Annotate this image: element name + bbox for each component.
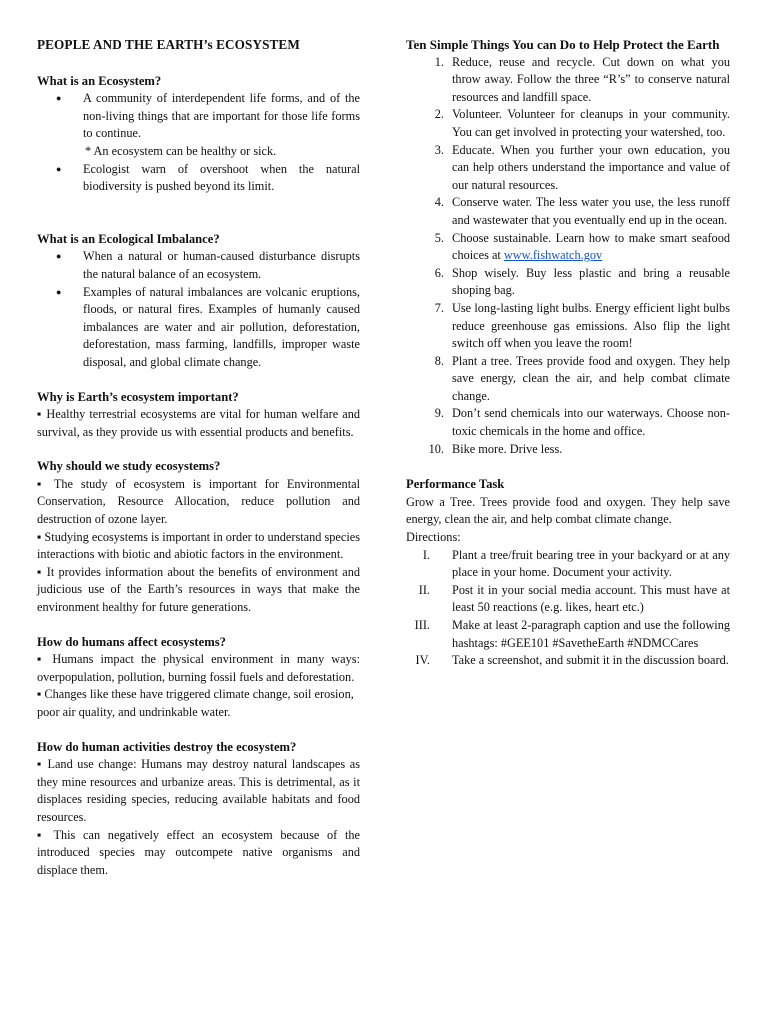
section-heading-imbalance: What is an Ecological Imbalance? [37,231,220,246]
list-item: 1. Reduce, reuse and recycle. Cut down on what you throw away. Follow the three “R’s” to conserve natural resources and landfill space. [434,54,730,104]
performance-task-intro: Grow a Tree. Trees provide food and oxygen. They help save energy, clean the air, and help combat climate change. [406,494,730,527]
bullet-item: ● A community of interdependent life forms, and of the non-living things that are important for those life forms to continue. [37,90,360,143]
paragraph: ▪ It provides information about the benefits of environment and judicious use of the Earth’s resources in ways that make the environment healthy for future generations. [37,564,360,615]
section-heading-humans-affect: How do humans affect ecosystems? [37,634,226,649]
section-heading-importance: Why is Earth’s ecosystem important? [37,389,239,404]
section-heading-study: Why should we study ecosystems? [37,459,221,474]
paragraph: ▪ The study of ecosystem is important for Environmental Conservation, Resource Allocation, reduce pollution and destruction of ozone layer. [37,476,360,527]
fishwatch-link[interactable]: www.fishwatch.gov [503,248,603,263]
section-heading-humans-destroy: How do human activities destroy the ecosystem? [37,739,297,754]
list-item: IV. Take a screenshot, and submit it in the discussion board. [415,653,729,668]
paragraph: ▪ Humans impact the physical environment in many ways: overpopulation, pollution, burning fossil fuels and deforestation. [37,652,360,684]
performance-task-heading: Performance Task [406,477,505,492]
list-item: 9. Don’t send chemicals into our waterways. Choose non-toxic chemicals in the home and office. [434,406,730,439]
document-title: PEOPLE AND THE EARTH’s ECOSYSTEM [37,37,300,52]
paragraph: ▪ Studying ecosystems is important in order to understand species interactions with biotic and abiotic factors in the environment. [37,529,361,562]
paragraph: ▪ Healthy terrestrial ecosystems are vital for human welfare and survival, as they provide us with essential products and benefits. [37,407,360,439]
paragraph: ▪ This can negatively effect an ecosystem because of the introduced species may outcompete native organisms and displace them. [37,827,360,877]
paragraph: ▪ Land use change: Humans may destroy natural landscapes as they mine resources and urbanize areas. This is detrimental, as it displaces residing species, reducing available habitats and food resources. [37,757,360,824]
right-column [406,36,730,670]
list-item: 4. Conserve water. The less water you use, the less runoff and wastewater that you eventually end up in the ocean. [434,195,730,227]
ten-things-title: Ten Simple Things You can Do to Help Protect the Earth [406,37,720,52]
bullet-item: ● Ecologist warn of overshoot when the natural biodiversity is pushed beyond its limit. [37,161,360,196]
list-item: 5. Choose sustainable. Learn how to make smart seafood choices at www.fishwatch.gov [434,230,730,263]
bullet-item: ● When a natural or human-caused disturbance disrupts the natural balance of an ecosystem. [37,248,360,283]
directions-list [406,547,730,670]
list-item: 8. Plant a tree. Trees provide food and oxygen. They help save energy, clean the air, and help combat climate change. [434,353,730,403]
list-item: 7. Use long-lasting light bulbs. Energy efficient light bulbs reduce greenhouse gas emissions. Also flip the light switch off when you leave the room! [434,300,730,351]
list-item: II. Post it in your social media account. This must have at least 50 reactions (e.g. likes, heart etc.) [418,582,730,615]
imbalance-bullets [37,248,360,371]
list-item: 10. Bike more. Drive less. [428,441,563,456]
list-item: 6. Shop wisely. Buy less plastic and bring a reusable shoping bag. [434,265,730,298]
ecosystem-note: * An ecosystem can be healthy or sick. [85,143,277,158]
list-item: 3. Educate. When you further your own education, you can help others understand the importance and value of our natural resources. [434,142,730,192]
left-column [37,36,360,879]
list-item: I. Plant a tree/fruit bearing tree in your backyard or at any place in your home. Document your activity. [422,547,730,580]
section-heading-ecosystem: What is an Ecosystem? [37,73,162,88]
paragraph: ▪ Changes like these have triggered climate change, soil erosion, poor air quality, and undrinkable water. [37,687,354,719]
directions-label: Directions: [406,530,461,545]
list-item: 2. Volunteer. Volunteer for cleanups in your community. You can get involved in protecting your watershed, too. [434,107,730,139]
ten-things-list [406,54,730,459]
bullet-item: ● Examples of natural imbalances are volcanic eruptions, floods, or natural fires. Examples of humanly caused imbalances are water and air pollution, deforestation, deforestation, mass farming, landfills, improper waste disposal, and global climate change. [37,284,360,372]
ecosystem-bullets [37,90,360,143]
list-item: III. Make at least 2-paragraph caption and use the following hashtags: #GEE101 #SavetheEarth #NDMCCares [414,618,730,650]
